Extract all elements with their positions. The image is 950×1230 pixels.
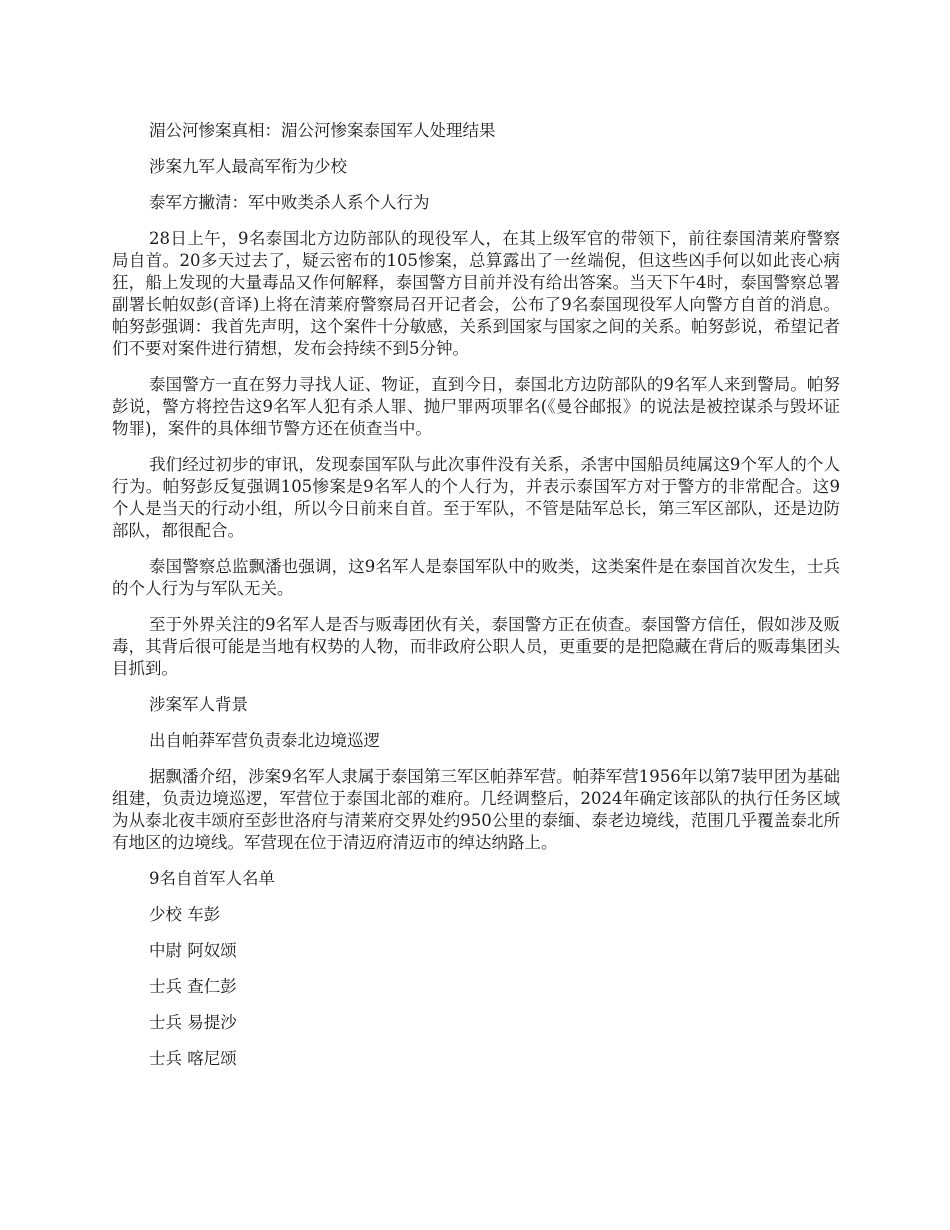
subtitle-army-statement: 泰军方撇清：军中败类杀人系个人行为 [149,193,430,212]
paragraph-police-charges: 泰国警方一直在努力寻找人证、物证，直到今日，泰国北方边防部队的9名军人来到警局。帕努彭说，警方将控告这9名军人犯有杀人罪、抛尸罪两项罪名(《曼谷邮报》的说法是被控谋杀与毁坏证物罪)，案件的具体细节警方还在侦查当中。 [112,375,840,438]
section-subheading: 出自帕莽军营负责泰北边境巡逻 [149,731,380,750]
paragraph-background: 据飘潘介绍，涉案9名军人隶属于泰国第三军区帕莽军营。帕莽军营1956年以第7装甲团为基础组建，负责边境巡逻，军营位于泰国北部的难府。几经调整后，2024年确定该部队的执行任务区域为从泰北夜丰颂府至彭世洛府与清莱府交界处约950公里的泰缅、泰老边境线，范围几乎覆盖泰北所有地区的边境线。军营现在位于清迈府清迈市的绰达纳路上。 [112,767,840,852]
document-page [112,120,840,1084]
list-item: 士兵 查仁彭 [149,977,237,996]
list-heading: 9名自首军人名单 [149,869,275,888]
list-item: 中尉 阿奴颂 [149,941,237,960]
list-item: 士兵 易提沙 [149,1013,237,1032]
list-item: 士兵 喀尼颂 [149,1049,237,1068]
document-title: 湄公河惨案真相：湄公河惨案泰国军人处理结果 [149,121,496,140]
paragraph-drug-link: 至于外界关注的9名军人是否与贩毒团伙有关，泰国警方正在侦查。泰国警方信任，假如涉及贩毒，其背后很可能是当地有权势的人物，而非政府公职人员，更重要的是把隐藏在背后的贩毒集团头目抓到。 [112,615,840,678]
paragraph-interrogation: 我们经过初步的审讯，发现泰国军队与此次事件没有关系，杀害中国船员纯属这9个军人的个人行为。帕努彭反复强调105惨案是9名军人的个人行为，并表示泰国军方对于警方的非常配合。这9个人是当天的行动小组，所以今日前来自首。至于军队，不管是陆军总长，第三军区部队，还是边防部队，都很配合。 [112,455,840,540]
list-item: 少校 车彭 [149,905,221,924]
paragraph-surrender: 28日上午，9名泰国北方边防部队的现役军人，在其上级军官的带领下，前往泰国清莱府警察局自首。20多天过去了，疑云密布的105惨案，总算露出了一丝端倪，但这些凶手何以如此丧心病狂，船上发现的大量毒品又作何解释，泰国警方目前并没有给出答案。当天下午4时，泰国警察总署副署长帕奴彭(音译)上将在清莱府警察局召开记者会，公布了9名泰国现役军人向警方自首的消息。帕努彭强调：我首先声明，这个案件十分敏感，关系到国家与国家之间的关系。帕努彭说，希望记者们不要对案件进行猜想，发布会持续不到5分钟。 [112,229,840,358]
section-heading: 涉案军人背景 [149,695,248,714]
paragraph-police-chief: 泰国警察总监飘潘也强调，这9名军人是泰国军队中的败类，这类案件是在泰国首次发生，士兵的个人行为与军队无关。 [112,557,840,598]
subtitle-rank: 涉案九军人最高军衔为少校 [149,157,347,176]
